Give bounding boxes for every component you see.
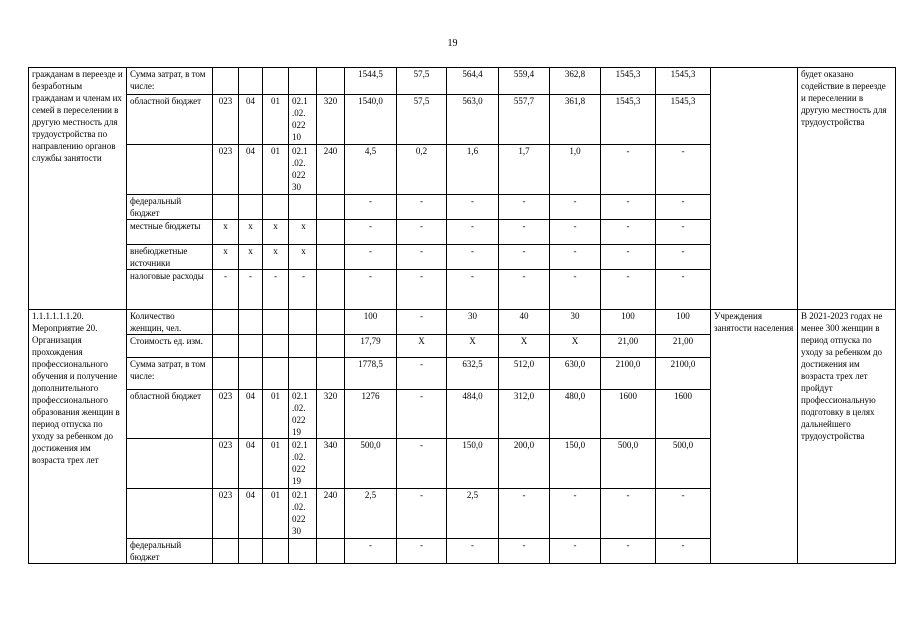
subsection-code-cell — [263, 358, 289, 390]
value-cell-year-5: - — [601, 489, 656, 539]
expense-type-code-cell — [317, 335, 345, 358]
value-cell-year-4: - — [550, 539, 601, 564]
value-cell-year-0: - — [345, 270, 397, 310]
target-article-code-part: .02. — [292, 108, 306, 118]
value-cell-year-6: - — [656, 195, 711, 220]
value-cell-year-1: - — [397, 358, 447, 390]
value-cell-year-4: 362,8 — [550, 68, 601, 95]
value-cell-year-4: - — [550, 245, 601, 270]
value-cell-year-6: 1545,3 — [656, 68, 711, 95]
value-cell-year-5: 1545,3 — [601, 68, 656, 95]
value-cell-year-5: - — [601, 539, 656, 564]
value-cell-year-4: 30 — [550, 310, 601, 335]
target-article-code-cell — [289, 439, 317, 489]
section-code-cell: - — [239, 270, 263, 310]
grbs-code-cell — [213, 310, 239, 335]
measure-name-cell: 1.1.1.1.1.1.20. Мероприятие 20. Организация прохождения профессионального обучения и получение дополнительного профессионального образования женщин в период отпуска по уходу за ребенком до достижения им возраста трех лет — [29, 310, 127, 564]
value-cell-year-3: 557,7 — [499, 95, 550, 145]
value-cell-year-1: - — [397, 489, 447, 539]
executor-cell: Учреждения занятости населения — [711, 310, 798, 564]
subsection-code-cell — [263, 68, 289, 95]
subsection-code-cell — [263, 310, 289, 335]
value-cell-year-3: - — [499, 489, 550, 539]
target-article-code-part: 02.1 — [292, 96, 308, 106]
grbs-code-cell — [213, 68, 239, 95]
target-article-code-part: 02.1 — [292, 490, 308, 500]
expense-type-code-cell: 320 — [317, 95, 345, 145]
value-cell-year-6: 1600 — [656, 390, 711, 439]
target-article-code-part: 19 — [292, 476, 301, 486]
target-article-code-part: 30 — [292, 182, 301, 192]
value-cell-year-0: 1276 — [345, 390, 397, 439]
section-code-cell: 04 — [239, 145, 263, 195]
target-article-code-part: 10 — [292, 132, 301, 142]
measure-name-cell: гражданам в переезде и безработным гражданам и членам их семей в переселении в другую местность для трудоустройства по направлению органов службы занятости — [29, 68, 127, 310]
value-cell-year-5: 500,0 — [601, 439, 656, 489]
value-cell-year-5: 2100,0 — [601, 358, 656, 390]
grbs-code-cell: 023 — [213, 489, 239, 539]
value-cell-year-2: 564,4 — [447, 68, 499, 95]
value-cell-year-5: - — [601, 245, 656, 270]
target-article-code-cell: х — [289, 220, 317, 245]
value-cell-year-1: - — [397, 390, 447, 439]
value-cell-year-3: - — [499, 270, 550, 310]
target-article-code-cell — [289, 95, 317, 145]
value-cell-year-6: 100 — [656, 310, 711, 335]
indicator-cell: местные бюджеты — [127, 220, 213, 245]
value-cell-year-0: - — [345, 220, 397, 245]
subsection-code-cell: 01 — [263, 439, 289, 489]
target-article-code-part: 02.1 — [292, 146, 308, 156]
grbs-code-cell: 023 — [213, 390, 239, 439]
expense-type-code-cell — [317, 245, 345, 270]
value-cell-year-4: 630,0 — [550, 358, 601, 390]
value-cell-year-1: - — [397, 245, 447, 270]
indicator-cell: Сумма затрат, в том числе: — [127, 68, 213, 95]
section-code-cell: 04 — [239, 439, 263, 489]
value-cell-year-6: - — [656, 539, 711, 564]
expected-result-cell: В 2021-2023 годах не менее 300 женщин в период отпуска по уходу за ребенком до достижения им возраста трех лет пройдут профессиональную подготовку в целях дальнейшего трудоустройства — [798, 310, 896, 564]
target-article-code-cell — [289, 335, 317, 358]
grbs-code-cell: х — [213, 245, 239, 270]
value-cell-year-2: 30 — [447, 310, 499, 335]
section-code-cell: 04 — [239, 390, 263, 439]
subsection-code-cell: х — [263, 220, 289, 245]
value-cell-year-3: 1,7 — [499, 145, 550, 195]
value-cell-year-4: 150,0 — [550, 439, 601, 489]
target-article-code-cell — [289, 68, 317, 95]
value-cell-year-0: - — [345, 245, 397, 270]
value-cell-year-6: - — [656, 220, 711, 245]
value-cell-year-0: 2,5 — [345, 489, 397, 539]
value-cell-year-3: 512,0 — [499, 358, 550, 390]
section-code-cell — [239, 68, 263, 95]
value-cell-year-4: Х — [550, 335, 601, 358]
value-cell-year-2: 2,5 — [447, 489, 499, 539]
budget-table — [28, 67, 896, 564]
expense-type-code-cell: 320 — [317, 390, 345, 439]
table-row — [29, 310, 896, 335]
value-cell-year-2: - — [447, 220, 499, 245]
target-article-code-part: .02. — [292, 403, 306, 413]
value-cell-year-3: - — [499, 195, 550, 220]
target-article-code-part: 02.1 — [292, 440, 308, 450]
target-article-code-part: 022 — [292, 415, 306, 425]
target-article-code-cell — [289, 145, 317, 195]
grbs-code-cell: - — [213, 270, 239, 310]
grbs-code-cell — [213, 195, 239, 220]
section-code-cell — [239, 358, 263, 390]
value-cell-year-1: - — [397, 539, 447, 564]
subsection-code-cell: - — [263, 270, 289, 310]
expense-type-code-cell: 240 — [317, 145, 345, 195]
section-code-cell — [239, 539, 263, 564]
value-cell-year-2: - — [447, 270, 499, 310]
target-article-code-part: .02. — [292, 452, 306, 462]
grbs-code-cell — [213, 539, 239, 564]
indicator-cell: Количество женщин, чел. — [127, 310, 213, 335]
target-article-code-cell — [289, 489, 317, 539]
expense-type-code-cell — [317, 220, 345, 245]
value-cell-year-6: - — [656, 489, 711, 539]
value-cell-year-5: 1600 — [601, 390, 656, 439]
value-cell-year-4: - — [550, 220, 601, 245]
value-cell-year-3: - — [499, 220, 550, 245]
section-code-cell: 04 — [239, 95, 263, 145]
table-row — [29, 68, 896, 95]
section-code-cell: х — [239, 245, 263, 270]
indicator-cell — [127, 439, 213, 489]
target-article-code-part: 022 — [292, 514, 306, 524]
expense-type-code-cell — [317, 310, 345, 335]
subsection-code-cell: х — [263, 245, 289, 270]
target-article-code-cell — [289, 358, 317, 390]
value-cell-year-3: - — [499, 245, 550, 270]
value-cell-year-0: 17,79 — [345, 335, 397, 358]
expense-type-code-cell — [317, 68, 345, 95]
expense-type-code-cell — [317, 195, 345, 220]
value-cell-year-4: - — [550, 270, 601, 310]
expense-type-code-cell: 240 — [317, 489, 345, 539]
grbs-code-cell: х — [213, 220, 239, 245]
value-cell-year-0: 4,5 — [345, 145, 397, 195]
indicator-cell: областной бюджет — [127, 95, 213, 145]
target-article-code-part: 022 — [292, 464, 306, 474]
subsection-code-cell — [263, 539, 289, 564]
value-cell-year-5: - — [601, 270, 656, 310]
grbs-code-cell: 023 — [213, 439, 239, 489]
expense-type-code-cell — [317, 358, 345, 390]
subsection-code-cell: 01 — [263, 145, 289, 195]
target-article-code-part: .02. — [292, 158, 306, 168]
value-cell-year-4: 1,0 — [550, 145, 601, 195]
target-article-code-part: .02. — [292, 502, 306, 512]
executor-cell — [711, 68, 798, 310]
value-cell-year-0: 1540,0 — [345, 95, 397, 145]
value-cell-year-5: - — [601, 220, 656, 245]
value-cell-year-0: - — [345, 195, 397, 220]
value-cell-year-4: - — [550, 489, 601, 539]
subsection-code-cell — [263, 335, 289, 358]
value-cell-year-2: - — [447, 539, 499, 564]
target-article-code-cell — [289, 539, 317, 564]
value-cell-year-6: 500,0 — [656, 439, 711, 489]
value-cell-year-2: - — [447, 245, 499, 270]
subsection-code-cell: 01 — [263, 95, 289, 145]
value-cell-year-3: 559,4 — [499, 68, 550, 95]
value-cell-year-6: 1545,3 — [656, 95, 711, 145]
subsection-code-cell: 01 — [263, 390, 289, 439]
section-code-cell: х — [239, 220, 263, 245]
target-article-code-cell: - — [289, 270, 317, 310]
target-article-code-cell: х — [289, 245, 317, 270]
value-cell-year-3: - — [499, 539, 550, 564]
value-cell-year-2: 484,0 — [447, 390, 499, 439]
expense-type-code-cell — [317, 270, 345, 310]
value-cell-year-6: 21,00 — [656, 335, 711, 358]
value-cell-year-0: 1544,5 — [345, 68, 397, 95]
value-cell-year-6: - — [656, 270, 711, 310]
page-number: 19 — [447, 38, 458, 49]
grbs-code-cell: 023 — [213, 145, 239, 195]
value-cell-year-1: - — [397, 439, 447, 489]
value-cell-year-5: - — [601, 195, 656, 220]
value-cell-year-6: - — [656, 245, 711, 270]
indicator-cell: Сумма затрат, в том числе: — [127, 358, 213, 390]
indicator-cell: федеральный бюджет — [127, 195, 213, 220]
value-cell-year-2: 150,0 — [447, 439, 499, 489]
value-cell-year-2: Х — [447, 335, 499, 358]
expense-type-code-cell: 340 — [317, 439, 345, 489]
value-cell-year-6: 2100,0 — [656, 358, 711, 390]
section-code-cell — [239, 310, 263, 335]
indicator-cell: налоговые расходы — [127, 270, 213, 310]
value-cell-year-5: - — [601, 145, 656, 195]
value-cell-year-5: 1545,3 — [601, 95, 656, 145]
subsection-code-cell: 01 — [263, 489, 289, 539]
grbs-code-cell: 023 — [213, 95, 239, 145]
grbs-code-cell — [213, 358, 239, 390]
target-article-code-cell — [289, 195, 317, 220]
value-cell-year-2: 1,6 — [447, 145, 499, 195]
value-cell-year-0: - — [345, 539, 397, 564]
value-cell-year-0: 100 — [345, 310, 397, 335]
value-cell-year-3: 200,0 — [499, 439, 550, 489]
subsection-code-cell — [263, 195, 289, 220]
value-cell-year-0: 1778,5 — [345, 358, 397, 390]
indicator-cell: внебюджетные источники — [127, 245, 213, 270]
indicator-cell: областной бюджет — [127, 390, 213, 439]
target-article-code-cell — [289, 310, 317, 335]
target-article-code-part: 19 — [292, 427, 301, 437]
value-cell-year-2: 563,0 — [447, 95, 499, 145]
value-cell-year-3: 40 — [499, 310, 550, 335]
indicator-cell: федеральный бюджет — [127, 539, 213, 564]
value-cell-year-1: 0,2 — [397, 145, 447, 195]
value-cell-year-5: 100 — [601, 310, 656, 335]
section-code-cell — [239, 195, 263, 220]
target-article-code-part: 022 — [292, 170, 306, 180]
value-cell-year-1: Х — [397, 335, 447, 358]
value-cell-year-2: - — [447, 195, 499, 220]
target-article-code-part: 30 — [292, 526, 301, 536]
value-cell-year-3: 312,0 — [499, 390, 550, 439]
value-cell-year-1: 57,5 — [397, 68, 447, 95]
expense-type-code-cell — [317, 539, 345, 564]
table-body — [29, 68, 896, 564]
indicator-cell — [127, 489, 213, 539]
value-cell-year-6: - — [656, 145, 711, 195]
value-cell-year-1: - — [397, 195, 447, 220]
target-article-code-part: 022 — [292, 120, 306, 130]
value-cell-year-3: Х — [499, 335, 550, 358]
value-cell-year-0: 500,0 — [345, 439, 397, 489]
value-cell-year-4: 480,0 — [550, 390, 601, 439]
value-cell-year-4: - — [550, 195, 601, 220]
value-cell-year-2: 632,5 — [447, 358, 499, 390]
expected-result-cell: будет оказано содействие в переезде и переселении в другую местность для трудоустройства — [798, 68, 896, 310]
indicator-cell: Стоимость ед. изм. — [127, 335, 213, 358]
value-cell-year-1: 57,5 — [397, 95, 447, 145]
indicator-cell — [127, 145, 213, 195]
section-code-cell: 04 — [239, 489, 263, 539]
value-cell-year-5: 21,00 — [601, 335, 656, 358]
grbs-code-cell — [213, 335, 239, 358]
value-cell-year-1: - — [397, 310, 447, 335]
value-cell-year-4: 361,8 — [550, 95, 601, 145]
section-code-cell — [239, 335, 263, 358]
target-article-code-part: 02.1 — [292, 391, 308, 401]
value-cell-year-1: - — [397, 270, 447, 310]
value-cell-year-1: - — [397, 220, 447, 245]
target-article-code-cell — [289, 390, 317, 439]
